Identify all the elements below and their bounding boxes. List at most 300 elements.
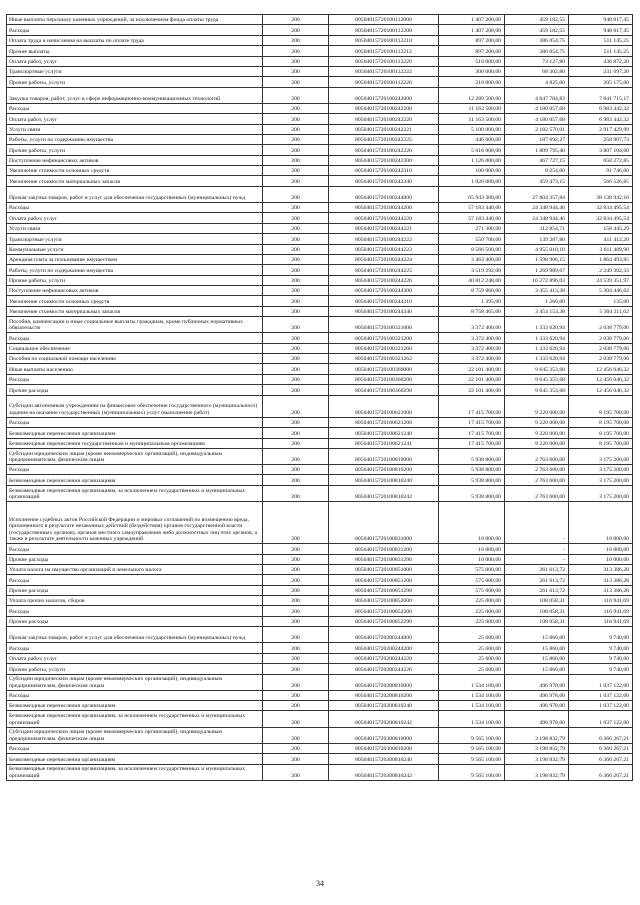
row-approved-amount-cell: 22 101 400,00 xyxy=(439,364,505,374)
row-executed-amount-cell: 1 333 620,94 xyxy=(505,343,569,353)
table-row xyxy=(7,664,633,674)
row-executed-amount-cell: 496 978,00 xyxy=(505,690,569,700)
row-code-cell: 200 xyxy=(263,343,329,353)
row-name-cell: Поступление нефинансовых активов xyxy=(7,155,263,165)
row-code-cell: 200 xyxy=(263,166,329,176)
row-code-cell: 200 xyxy=(263,25,329,35)
row-name-cell: Безвозмездные перечисления организациям, за исключением государственных и муниципальных организаций xyxy=(7,764,263,780)
table-row xyxy=(7,575,633,585)
row-classification-code-cell: 80504015720100242221 xyxy=(329,124,439,134)
row-approved-amount-cell: 11 163 500,00 xyxy=(439,103,505,113)
row-unexecuted-amount-cell: 511 145,25 xyxy=(569,35,633,45)
row-unexecuted-amount-cell: 12 456 046,32 xyxy=(569,374,633,384)
row-classification-code-cell: 80504015720100242310 xyxy=(329,166,439,176)
row-executed-amount-cell: 108 058,31 xyxy=(505,596,569,606)
row-executed-amount-cell: 496 978,00 xyxy=(505,674,569,690)
row-unexecuted-amount-cell: 3 175 200,00 xyxy=(569,485,633,501)
row-classification-code-cell: 80504015720100242300 xyxy=(329,155,439,165)
row-executed-amount-cell: 2 763 600,00 xyxy=(505,465,569,475)
table-row xyxy=(7,25,633,35)
row-unexecuted-amount-cell: 32 834 495,54 xyxy=(569,213,633,223)
table-row xyxy=(7,244,633,254)
row-name-cell: Безвозмездные перечисления государственным и муниципальным организациям xyxy=(7,438,263,448)
row-classification-code-cell: 80504015720100621200 xyxy=(329,417,439,427)
row-code-cell: 200 xyxy=(263,664,329,674)
row-approved-amount-cell: 3 463 400,00 xyxy=(439,254,505,264)
row-unexecuted-amount-cell: 8 195 700,00 xyxy=(569,428,633,438)
row-executed-amount-cell: 386 054,75 xyxy=(505,46,569,56)
table-row xyxy=(7,186,633,202)
table-row xyxy=(7,764,633,780)
row-name-cell: Услуги связи xyxy=(7,124,263,134)
table-row xyxy=(7,155,633,165)
row-name-cell: Иные выплаты персоналу казенных учреждений, за исключением фонда оплаты труда xyxy=(7,15,263,25)
row-approved-amount-cell: 10 000,00 xyxy=(439,554,505,564)
row-executed-amount-cell: 2 763 600,00 xyxy=(505,475,569,485)
row-executed-amount-cell: 3 198 832,79 xyxy=(505,727,569,743)
table-row xyxy=(7,643,633,653)
row-code-cell: 200 xyxy=(263,653,329,663)
row-code-cell: 200 xyxy=(263,743,329,753)
row-executed-amount-cell: 2 182 570,01 xyxy=(505,124,569,134)
row-name-cell: Поступление нефинансовых активов xyxy=(7,286,263,296)
row-code-cell: 200 xyxy=(263,134,329,144)
row-unexecuted-amount-cell: 1 037 122,00 xyxy=(569,701,633,711)
row-executed-amount-cell: 1 333 620,94 xyxy=(505,317,569,333)
row-code-cell: 200 xyxy=(263,145,329,155)
row-approved-amount-cell: 9 565 100,00 xyxy=(439,754,505,764)
row-executed-amount-cell: 187 692,27 xyxy=(505,134,569,144)
row-code-cell: 200 xyxy=(263,124,329,134)
row-name-cell: Расходы xyxy=(7,643,263,653)
row-executed-amount-cell: 1 260,00 xyxy=(505,296,569,306)
table-row xyxy=(7,438,633,448)
table-row xyxy=(7,364,633,374)
row-code-cell: 200 xyxy=(263,46,329,56)
row-approved-amount-cell: 3 372 400,00 xyxy=(439,343,505,353)
row-code-cell: 200 xyxy=(263,176,329,186)
row-code-cell: 200 xyxy=(263,203,329,213)
row-name-cell: Работы, услуги по содержанию имущества xyxy=(7,265,263,275)
row-classification-code-cell: 80504015720100112212 xyxy=(329,46,439,56)
table-row xyxy=(7,475,633,485)
row-code-cell: 200 xyxy=(263,87,329,103)
row-code-cell: 200 xyxy=(263,364,329,374)
table-row xyxy=(7,385,633,395)
row-executed-amount-cell: 4 180 057,68 xyxy=(505,103,569,113)
row-classification-code-cell: 80504015720100244220 xyxy=(329,213,439,223)
row-executed-amount-cell: 1 333 620,94 xyxy=(505,333,569,343)
table-row xyxy=(7,134,633,144)
row-approved-amount-cell: 9 565 100,00 xyxy=(439,727,505,743)
row-classification-code-cell: 80504015720100621000 xyxy=(329,395,439,417)
row-executed-amount-cell: 261 613,72 xyxy=(505,585,569,595)
row-code-cell: 200 xyxy=(263,585,329,595)
row-executed-amount-cell: 108 058,31 xyxy=(505,606,569,616)
row-code-cell: 200 xyxy=(263,275,329,285)
row-classification-code-cell: 80504015720100810240 xyxy=(329,475,439,485)
row-classification-code-cell: 80504015720300810240 xyxy=(329,754,439,764)
table-row xyxy=(7,35,633,45)
row-name-cell: Пособия по социальной помощи населению xyxy=(7,354,263,364)
row-name-cell: Прочие расходы xyxy=(7,385,263,395)
row-classification-code-cell: 80504015720300810000 xyxy=(329,727,439,743)
row-classification-code-cell: 80504015720100851000 xyxy=(329,564,439,574)
row-code-cell: 200 xyxy=(263,35,329,45)
row-classification-code-cell: 80504015720100244224 xyxy=(329,254,439,264)
row-approved-amount-cell: 10 000,00 xyxy=(439,502,505,544)
row-unexecuted-amount-cell: 158 445,29 xyxy=(569,223,633,233)
row-unexecuted-amount-cell: 116 941,69 xyxy=(569,606,633,616)
table-row xyxy=(7,428,633,438)
row-classification-code-cell: 80504015720100112226 xyxy=(329,77,439,87)
row-executed-amount-cell: 459 182,55 xyxy=(505,15,569,25)
row-approved-amount-cell: 575 000,00 xyxy=(439,585,505,595)
row-classification-code-cell: 80504015720100851290 xyxy=(329,585,439,595)
row-name-cell: Расходы xyxy=(7,374,263,384)
row-executed-amount-cell: 9 220 000,00 xyxy=(505,417,569,427)
row-approved-amount-cell: 1 534 100,00 xyxy=(439,690,505,700)
row-classification-code-cell: 80504015720200810000 xyxy=(329,674,439,690)
row-name-cell: Уплата прочих налогов, сборов xyxy=(7,596,263,606)
table-row xyxy=(7,103,633,113)
row-name-cell: Расходы xyxy=(7,103,263,113)
row-unexecuted-amount-cell: 5 304 311,62 xyxy=(569,306,633,316)
row-approved-amount-cell: 8 566 500,00 xyxy=(439,244,505,254)
row-unexecuted-amount-cell: 135,00 xyxy=(569,296,633,306)
row-code-cell: 200 xyxy=(263,701,329,711)
row-unexecuted-amount-cell: 38 138 942,16 xyxy=(569,186,633,202)
table-row xyxy=(7,176,633,186)
row-unexecuted-amount-cell: 1 037 122,00 xyxy=(569,690,633,700)
row-executed-amount-cell: 108 058,31 xyxy=(505,616,569,626)
row-classification-code-cell: 80504015720100831000 xyxy=(329,502,439,544)
row-name-cell: Транспортные услуги xyxy=(7,234,263,244)
row-unexecuted-amount-cell: 10 000,00 xyxy=(569,502,633,544)
row-classification-code-cell: 80504015720100244000 xyxy=(329,186,439,202)
table-row xyxy=(7,114,633,124)
row-executed-amount-cell: 3 198 832,79 xyxy=(505,754,569,764)
row-approved-amount-cell: 65 943 300,00 xyxy=(439,186,505,202)
table-row xyxy=(7,145,633,155)
table-row xyxy=(7,465,633,475)
row-unexecuted-amount-cell: 3 175 200,00 xyxy=(569,475,633,485)
row-approved-amount-cell: 897 200,00 xyxy=(439,46,505,56)
table-row xyxy=(7,674,633,690)
table-row xyxy=(7,727,633,743)
row-code-cell: 200 xyxy=(263,596,329,606)
row-classification-code-cell: 80504015720200244226 xyxy=(329,664,439,674)
table-row xyxy=(7,616,633,626)
row-unexecuted-amount-cell: 91 746,00 xyxy=(569,166,633,176)
row-approved-amount-cell: 25 600,00 xyxy=(439,664,505,674)
row-unexecuted-amount-cell: 948 017,45 xyxy=(569,25,633,35)
row-code-cell: 200 xyxy=(263,438,329,448)
table-row xyxy=(7,56,633,66)
row-classification-code-cell: 80504015720100321262 xyxy=(329,354,439,364)
row-name-cell: Безвозмездные перечисления организациям, за исключением государственных и муниципальных организаций xyxy=(7,711,263,727)
row-approved-amount-cell: 3 372 400,00 xyxy=(439,354,505,364)
table-row xyxy=(7,223,633,233)
row-unexecuted-amount-cell: 3 175 200,00 xyxy=(569,448,633,464)
row-unexecuted-amount-cell: 6 366 267,21 xyxy=(569,727,633,743)
row-approved-amount-cell: 5 100 000,00 xyxy=(439,124,505,134)
row-approved-amount-cell: 550 700,00 xyxy=(439,234,505,244)
row-classification-code-cell: 80504015720200810242 xyxy=(329,711,439,727)
row-code-cell: 200 xyxy=(263,244,329,254)
table-row xyxy=(7,448,633,464)
row-name-cell: Расходы xyxy=(7,544,263,554)
row-name-cell: Расходы xyxy=(7,333,263,343)
row-name-cell: Субсидии юридическим лицам (кроме некоммерческих организаций), индивидуальным предпринимателям, физическим лицам xyxy=(7,727,263,743)
row-approved-amount-cell: 10 000,00 xyxy=(439,544,505,554)
table-row xyxy=(7,743,633,753)
table-row xyxy=(7,317,633,333)
row-approved-amount-cell: 271 300,00 xyxy=(439,223,505,233)
row-name-cell: Субсидии юридическим лицам (кроме некоммерческих организаций), индивидуальным предпринимателям, физическим лицам xyxy=(7,674,263,690)
table-row xyxy=(7,585,633,595)
row-classification-code-cell: 80504015720100244222 xyxy=(329,234,439,244)
row-classification-code-cell: 80504015720100242220 xyxy=(329,114,439,124)
row-executed-amount-cell: 4 647 784,83 xyxy=(505,87,569,103)
row-approved-amount-cell: 57 183 440,00 xyxy=(439,203,505,213)
row-unexecuted-amount-cell: 7 641 715,17 xyxy=(569,87,633,103)
row-unexecuted-amount-cell: 2 038 779,06 xyxy=(569,343,633,353)
row-approved-amount-cell: 1 126 000,00 xyxy=(439,155,505,165)
row-classification-code-cell: 80504015720100321000 xyxy=(329,317,439,333)
row-unexecuted-amount-cell: 6 983 442,32 xyxy=(569,103,633,113)
row-classification-code-cell: 80504015720100244300 xyxy=(329,286,439,296)
row-approved-amount-cell: 3 372 400,00 xyxy=(439,333,505,343)
row-name-cell: Оплата труда и начисления на выплаты по оплате труда xyxy=(7,35,263,45)
row-executed-amount-cell: 1 809 795,40 xyxy=(505,145,569,155)
row-approved-amount-cell: 510 000,00 xyxy=(439,56,505,66)
row-name-cell: Оплата работ, услуг xyxy=(7,213,263,223)
row-name-cell: Работы, услуги по содержанию имущества xyxy=(7,134,263,144)
row-name-cell: Безвозмездные перечисления организациям xyxy=(7,475,263,485)
row-code-cell: 200 xyxy=(263,616,329,626)
row-code-cell: 200 xyxy=(263,265,329,275)
row-approved-amount-cell: 8 758 465,00 xyxy=(439,306,505,316)
row-code-cell: 200 xyxy=(263,306,329,316)
row-name-cell: Прочие расходы xyxy=(7,554,263,564)
row-executed-amount-cell: 4 825,00 xyxy=(505,77,569,87)
row-executed-amount-cell: 1 269 989,67 xyxy=(505,265,569,275)
row-executed-amount-cell: 1 333 620,94 xyxy=(505,354,569,364)
row-code-cell: 200 xyxy=(263,485,329,501)
row-code-cell: 200 xyxy=(263,674,329,690)
row-name-cell: Безвозмездные перечисления организациям xyxy=(7,754,263,764)
row-classification-code-cell: 80504015720100321200 xyxy=(329,333,439,343)
row-approved-amount-cell: 8 759 860,00 xyxy=(439,286,505,296)
row-classification-code-cell: 80504015720100621241 xyxy=(329,438,439,448)
row-classification-code-cell: 80504015720100112210 xyxy=(329,35,439,45)
row-name-cell: Безвозмездные перечисления организациям, за исключением государственных и муниципальных организаций xyxy=(7,485,263,501)
table-row xyxy=(7,417,633,427)
table-row xyxy=(7,286,633,296)
row-executed-amount-cell: 467 727,15 xyxy=(505,155,569,165)
row-code-cell: 200 xyxy=(263,764,329,780)
row-code-cell: 200 xyxy=(263,15,329,25)
table-row xyxy=(7,690,633,700)
row-code-cell: 200 xyxy=(263,502,329,544)
row-classification-code-cell: 80504015720200244220 xyxy=(329,653,439,663)
row-name-cell: Безвозмездные перечисления организациям xyxy=(7,701,263,711)
row-executed-amount-cell: 15 860,00 xyxy=(505,643,569,653)
row-name-cell: Увеличение стоимости основных средств xyxy=(7,296,263,306)
row-approved-amount-cell: 1 534 100,00 xyxy=(439,711,505,727)
table-row xyxy=(7,627,633,643)
row-approved-amount-cell: 11 163 500,00 xyxy=(439,114,505,124)
row-executed-amount-cell: 9 220 000,00 xyxy=(505,428,569,438)
row-unexecuted-amount-cell: 8 195 700,00 xyxy=(569,438,633,448)
row-code-cell: 200 xyxy=(263,417,329,427)
row-unexecuted-amount-cell: 12 456 046,32 xyxy=(569,385,633,395)
row-approved-amount-cell: 1 407 200,00 xyxy=(439,25,505,35)
row-unexecuted-amount-cell: 1 864 493,85 xyxy=(569,254,633,264)
row-executed-amount-cell: 459 182,55 xyxy=(505,25,569,35)
row-unexecuted-amount-cell: 436 872,20 xyxy=(569,56,633,66)
row-code-cell: 200 xyxy=(263,66,329,76)
row-code-cell: 200 xyxy=(263,56,329,66)
row-code-cell: 200 xyxy=(263,643,329,653)
row-approved-amount-cell: 5 938 800,00 xyxy=(439,485,505,501)
row-unexecuted-amount-cell: 5 304 446,62 xyxy=(569,286,633,296)
row-name-cell: Расходы xyxy=(7,575,263,585)
row-executed-amount-cell: 2 763 600,00 xyxy=(505,448,569,464)
row-code-cell: 200 xyxy=(263,286,329,296)
row-name-cell: Пособия, компенсации и иные социальные выплаты гражданам, кроме публичных нормативных обязательств xyxy=(7,317,263,333)
row-name-cell: Социальное обеспечение xyxy=(7,343,263,353)
row-approved-amount-cell: 446 600,00 xyxy=(439,134,505,144)
row-unexecuted-amount-cell: 511 145,25 xyxy=(569,46,633,56)
row-executed-amount-cell: 496 978,00 xyxy=(505,701,569,711)
row-executed-amount-cell: 112 854,71 xyxy=(505,223,569,233)
row-unexecuted-amount-cell: 8 195 700,00 xyxy=(569,395,633,417)
table-row xyxy=(7,333,633,343)
row-executed-amount-cell: 459 473,15 xyxy=(505,176,569,186)
page-number: 34 xyxy=(316,879,324,888)
row-executed-amount-cell: 68 302,80 xyxy=(505,66,569,76)
row-approved-amount-cell: 25 600,00 xyxy=(439,627,505,643)
row-unexecuted-amount-cell: 1 037 122,00 xyxy=(569,711,633,727)
row-name-cell: Оплата работ, услуг xyxy=(7,114,263,124)
row-approved-amount-cell: 5 938 800,00 xyxy=(439,465,505,475)
row-unexecuted-amount-cell: 32 834 495,54 xyxy=(569,203,633,213)
row-code-cell: 200 xyxy=(263,475,329,485)
row-unexecuted-amount-cell: 2 249 302,33 xyxy=(569,265,633,275)
table-row xyxy=(7,544,633,554)
row-classification-code-cell: 80504015720100242000 xyxy=(329,87,439,103)
row-code-cell: 200 xyxy=(263,223,329,233)
row-approved-amount-cell: 57 183 440,00 xyxy=(439,213,505,223)
row-approved-amount-cell: 3 372 400,00 xyxy=(439,317,505,333)
row-classification-code-cell: 80504015720100852290 xyxy=(329,616,439,626)
row-executed-amount-cell: 261 613,72 xyxy=(505,564,569,574)
row-executed-amount-cell: 3 198 832,79 xyxy=(505,764,569,780)
row-unexecuted-amount-cell: 3 175 200,00 xyxy=(569,465,633,475)
row-classification-code-cell: 80504015720100360290 xyxy=(329,385,439,395)
row-name-cell: Прочая закупка товаров, работ и услуг для обеспечения государственных (муниципальных) нужд xyxy=(7,627,263,643)
row-code-cell: 200 xyxy=(263,77,329,87)
row-classification-code-cell: 80504015720100112200 xyxy=(329,25,439,35)
row-code-cell: 200 xyxy=(263,317,329,333)
row-unexecuted-amount-cell: 566 526,85 xyxy=(569,176,633,186)
row-name-cell: Транспортные услуги xyxy=(7,66,263,76)
table-row xyxy=(7,343,633,353)
row-code-cell: 200 xyxy=(263,395,329,417)
row-unexecuted-amount-cell: 3 611 489,90 xyxy=(569,244,633,254)
row-executed-amount-cell: 15 860,00 xyxy=(505,627,569,643)
row-unexecuted-amount-cell: 9 740,00 xyxy=(569,664,633,674)
table-row xyxy=(7,711,633,727)
row-name-cell: Оплата работ, услуг xyxy=(7,653,263,663)
row-classification-code-cell: 80504015720200244000 xyxy=(329,627,439,643)
row-code-cell: 200 xyxy=(263,213,329,223)
row-approved-amount-cell: 100 000,00 xyxy=(439,166,505,176)
row-executed-amount-cell: 15 860,00 xyxy=(505,653,569,663)
row-executed-amount-cell: 386 054,75 xyxy=(505,35,569,45)
table-row xyxy=(7,754,633,764)
row-approved-amount-cell: 40 812 248,00 xyxy=(439,275,505,285)
row-approved-amount-cell: 300 000,00 xyxy=(439,66,505,76)
row-name-cell: Прочие работы, услуги xyxy=(7,275,263,285)
row-unexecuted-amount-cell: 231 697,20 xyxy=(569,66,633,76)
row-approved-amount-cell: 22 101 400,00 xyxy=(439,374,505,384)
table-row xyxy=(7,87,633,103)
row-classification-code-cell: 80504015720100244226 xyxy=(329,275,439,285)
row-unexecuted-amount-cell: 313 386,28 xyxy=(569,564,633,574)
row-classification-code-cell: 80504015720100242225 xyxy=(329,134,439,144)
row-approved-amount-cell: 1 395,00 xyxy=(439,296,505,306)
row-name-cell: Прочие работы, услуги xyxy=(7,145,263,155)
table-row xyxy=(7,596,633,606)
row-unexecuted-amount-cell: 6 366 267,21 xyxy=(569,754,633,764)
row-classification-code-cell: 80504015720300810242 xyxy=(329,764,439,780)
row-code-cell: 200 xyxy=(263,374,329,384)
row-code-cell: 200 xyxy=(263,333,329,343)
row-name-cell: Расходы xyxy=(7,25,263,35)
table-row xyxy=(7,395,633,417)
row-executed-amount-cell: - xyxy=(505,554,569,564)
row-name-cell: Прочая закупка товаров, работ и услуг для обеспечения государственных (муниципальных) нужд xyxy=(7,186,263,202)
row-name-cell: Увеличение стоимости основных средств xyxy=(7,166,263,176)
row-code-cell: 200 xyxy=(263,103,329,113)
row-code-cell: 200 xyxy=(263,727,329,743)
row-classification-code-cell: 80504015720100810000 xyxy=(329,448,439,464)
row-code-cell: 200 xyxy=(263,711,329,727)
row-classification-code-cell: 80504015720300810200 xyxy=(329,743,439,753)
row-approved-amount-cell: 897 200,00 xyxy=(439,35,505,45)
report-page xyxy=(6,14,632,781)
row-unexecuted-amount-cell: 411 412,20 xyxy=(569,234,633,244)
row-name-cell: Расходы xyxy=(7,465,263,475)
row-name-cell: Закупка товаров, работ, услуг в сфере информационно-коммуникационных технологий xyxy=(7,87,263,103)
row-executed-amount-cell: 73 127,80 xyxy=(505,56,569,66)
row-name-cell: Увеличение стоимости материальных запасов xyxy=(7,176,263,186)
row-approved-amount-cell: 17 415 700,00 xyxy=(439,428,505,438)
row-unexecuted-amount-cell: 9 740,00 xyxy=(569,627,633,643)
row-executed-amount-cell: 16 272 896,03 xyxy=(505,275,569,285)
row-approved-amount-cell: 9 565 100,00 xyxy=(439,764,505,780)
row-unexecuted-amount-cell: 10 000,00 xyxy=(569,554,633,564)
row-classification-code-cell: 80504015720100112222 xyxy=(329,66,439,76)
row-unexecuted-amount-cell: 2 038 779,06 xyxy=(569,354,633,364)
table-row xyxy=(7,124,633,134)
table-row xyxy=(7,265,633,275)
row-classification-code-cell: 80504015720100810242 xyxy=(329,485,439,501)
row-unexecuted-amount-cell: 9 740,00 xyxy=(569,653,633,663)
